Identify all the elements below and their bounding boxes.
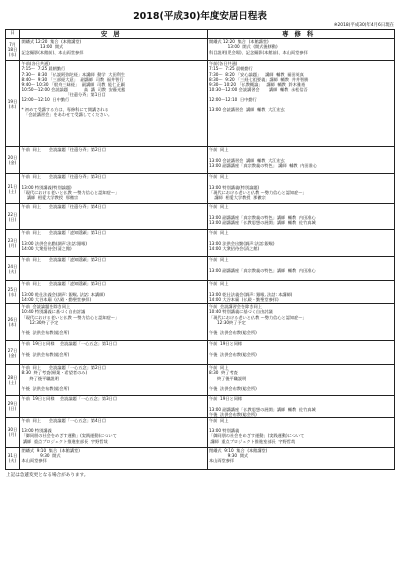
day-cell: 22日 (日) [6,204,20,230]
day-cell: 26日 (木) [6,304,20,341]
ango-cell: 閉繙式 9:10 集合 (本館講堂) 9:30 開式 本山両堂参拝 [20,447,208,469]
schedule-row [6,61,395,147]
schedule-row [6,417,395,447]
schedule-row [6,230,395,257]
senshu-cell: 午前 同上 13:00 法供会出勤(調声:法話:銀喉) 14:00 大衆招待会(清之館) [207,230,395,257]
day-cell: 19日 (木) [6,61,20,147]
day-cell: 7月 18日 (水) [6,39,20,61]
senshu-cell: 閉繙式 9:10 集合 (本館講堂) 9:30 開式 本山両堂参拝 [207,447,395,469]
senshu-cell: 午前 19日と同様 午後 法供会布教(総会所) [207,341,395,365]
as-of-date: ※2018(平成30)年4月6日現在 [333,23,394,28]
day-cell: 30日 (月) [6,417,20,447]
schedule-row [6,174,395,204]
day-cell: 23日 (月) [6,230,20,257]
ango-cell: 午前(各日共通) 7:15～ 7:25 晨朝勤行 7:30～ 8:30 「仏説阿弥陀経」本講師 動学 大田利生 8:40～ 9:30 「三部経大意」 副講師 司教 福井智行 9:40～ 10:30 「般舟三昧経」 副講師 司教 能仁正顕 10:50～12:00 会読論題 高 講 司教 安藤光慈 「往還分斉」第1日目 12:00～12:10 日中勤行 * 初めて受講する方は、専修科にて開講される 「会読講習会」をあわせて受講してください。 [20,61,208,147]
ango-cell: 午前 同上 会読論題「一心五念」第4日目 13:00 特別講義 「御同朋の社会をめざす運動」(実践運動)について 講師 重点プロジェクト推進室部長 宇野哲哉 [20,417,208,447]
page-title: 2018(平成30)年度安居日程表 [133,11,267,22]
ango-cell: 午前 同上 会読論題「往還分斉」第2日目 [20,147,208,174]
day-cell: 29日 (日) [6,396,20,418]
schedule-body [6,39,395,470]
footnote: 上記は急遽変更となる場合があります。 [6,472,89,478]
ango-cell: 午前 同上 会読論題「一心五念」第2日目 8:30 終了考査(帰業・希望者のみ) 終了後平職説明 午後 法供会布教(総会所) [20,365,208,396]
senshu-cell: 開繙式 12:20 集合 (本館講堂) 13:00 開式 (開式後移動) 科目説明(児会場)、記念撮影(本館前)、本山両堂参拝 [207,39,395,61]
day-cell: 31日 (火) [6,447,20,469]
senshu-cell: 午前 同上 13:00 副講講座「真宗教義の特色」講師 輔教 内田准心 [207,257,395,281]
ango-cell: 午前 同上 会読論題「凌知隠顕」第1日目 13:00 法供会出勤(調声:法話:銀喉) 14:00 大衆招待会(清之館) [20,230,208,257]
schedule-row [6,204,395,230]
ango-cell: 午前 同上 会読論題「往還分斉」第3日目 13:00 特別講義(特別論題) 「現代における老いと仏教 ～勢力信心と認知症～」 講師 相愛大学教授 那徹宗 [20,174,208,204]
senshu-cell: 午前 同上 13:00 特別講義 「御同朋の社会をめざす運動」(実践運動)について 講師 重点プロジェクト推進室部長 宇野哲哉 [207,417,395,447]
schedule-row [6,257,395,281]
schedule-row [6,39,395,61]
ango-cell: 午前 会読論題を除き同上 10:40 特別講義に基づく自由討議 「現代における老いと仏教 ～勢力信心と認知症～」 12:30終了予定 午後 法供会布教(総会所) [20,304,208,341]
ango-cell: 午前 同上 会読論題「往還分斉」第4日目 [20,204,208,230]
ango-cell: 午前 同上 会読論題「凌知隠顕」第3日目 13:00 乾仕法義会(調声: 銀喉, 法話: 本講師) 14:00 大谷本廟 (仏殿・勤聖堂参拝) [20,281,208,304]
senshu-cell: 午前 19日と同様 13:00 副講講座「仏教思想の展開」講師 輔教 佐竹真城 午後 法供会布教(総会所) [207,396,395,418]
header-ango: 安居 [20,30,208,39]
senshu-cell: 午前 同上 13:00 会読講習会 講師 輔教 大江宏玄 13:00 副講講座「真宗教義の特色」 講師 輔教 内田准心 [207,147,395,174]
day-cell: 21日 (土) [6,174,20,204]
ango-cell: 午前 19日と同様 会読論題「一心五念」第1日目 午後 法供会布教(総会所) [20,341,208,365]
header-day: 日 [6,30,20,39]
day-cell: 20日 (金) [6,147,20,174]
schedule-row [6,281,395,304]
schedule-row [6,447,395,469]
ango-cell: 午前 19日と同様 会読論題「一心五念」第3日目 [20,396,208,418]
schedule-row [6,341,395,365]
senshu-cell: 午前(各日共通) 7:15～ 7:25 晨朝勤行 7:30～ 8:20 「安心論題」 講師 輔教 福田英真 8:30～ 9:20 「三経七祖要義」講師 輔教 井井智勝 9:30～ 10:20 「仏教概論」 講師 輔教 鈴木雅裕 10:30～12:00 会読講習会 講師 輔教 永松信吾 12:00～12:10 日中勤行 13:00 会読講習会 講師 輔教 大江宏玄 [207,61,395,147]
day-cell: 24日 (火) [6,257,20,281]
senshu-cell: 午前 同上 8:30 終了考査 終了後平職説明 午後 法供会布教(総会所) [207,365,395,396]
ango-cell: 午前 同上 会読論題「凌知隠顕」第2日目 [20,257,208,281]
schedule-row [6,147,395,174]
schedule-page [5,5,395,561]
schedule-row [6,304,395,341]
day-cell: 28日 (土) [6,365,20,396]
header-senshu: 専修科 [207,30,395,39]
schedule-table [5,29,395,470]
day-cell: 27日 (金) [6,341,20,365]
senshu-cell: 午前 会読講習会を除き同上 10:40 特別講義に基づく自由討議 「現代における老いと仏教 ～勢力信心と認知症～」 12:30終了予定 午後 法供会布教(総会所) [207,304,395,341]
day-cell: 25日 (水) [6,281,20,304]
senshu-cell: 午前 同上 13:00 乾仕法義会(調声: 銀喉, 法話: 本講師) 14:00 大谷本廟 (仏殿・勤聖堂参拝) [207,281,395,304]
senshu-cell: 午前 同上 13:00 副講講座「真宗教義の特色」講師 輔教 内田准心 13:00 副講講座「仏教思想の展開」講師 輔教 佐竹真城 [207,204,395,230]
ango-cell: 開繙式 12:20 集合 (本館講堂) 13:00 開式 記念撮影(本館前)、本山両堂参拝 [20,39,208,61]
senshu-cell: 午前 同上 13:00 特別講義(特別論題) 「現代における老いと仏教 ～勢力信心と認知症～」 講師 相愛大学教授 那徹宗 [207,174,395,204]
schedule-row [6,396,395,418]
header-row [6,30,395,39]
schedule-row [6,365,395,396]
